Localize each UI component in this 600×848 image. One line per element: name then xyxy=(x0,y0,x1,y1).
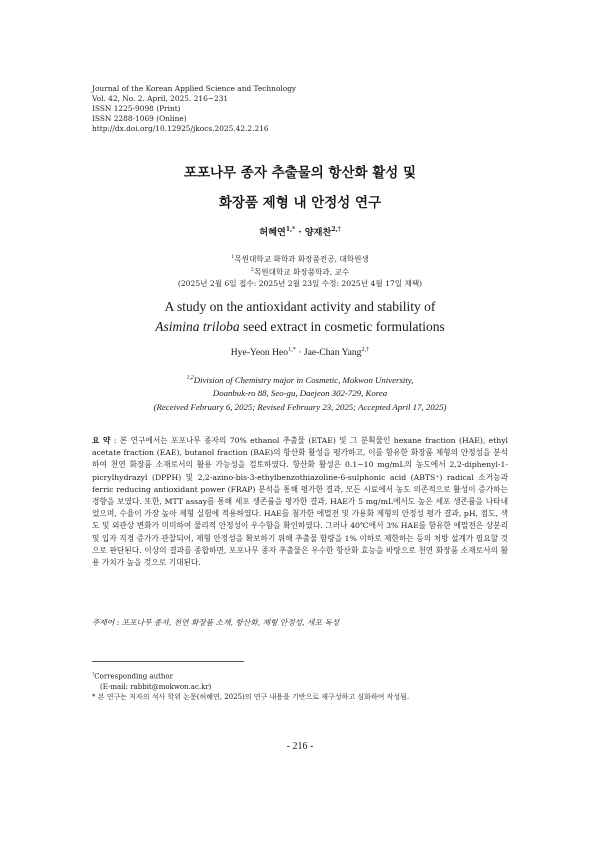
english-affiliations xyxy=(0,372,600,414)
corresponding-email[interactable]: (E-mail: rabbit@mokwon.ac.kr) xyxy=(100,682,212,691)
korean-author1-mark: 1,* xyxy=(285,225,296,233)
doi-link[interactable]: http://dx.doi.org/10.12925/jkocs.2025.42.2.216 xyxy=(92,124,269,133)
korean-affil2-mark: 2 xyxy=(250,267,254,274)
korean-title-line2: 화장품 제형 내 안정성 연구 xyxy=(218,195,382,211)
korean-title-line1: 포포나무 종자 추출물의 항산화 활성 및 xyxy=(183,165,417,181)
page-number: - 216 - xyxy=(286,741,314,752)
keywords: 주제어 : 포포나무 종자, 천연 화장품 소재, 항산화, 제형 안정성, 세포 독성 xyxy=(92,618,340,627)
korean-affiliation-2 xyxy=(0,265,600,278)
abstract xyxy=(92,435,508,569)
footnotes xyxy=(92,670,512,703)
english-title-line2 xyxy=(0,317,600,337)
english-affil-line1-text: Division of Chemistry major in Cosmetic, Mokwon University, xyxy=(193,374,414,385)
corresponding-text: Corresponding author xyxy=(94,672,173,681)
english-author-separator: · xyxy=(295,347,304,359)
journal-name: Journal of the Korean Applied Science and Technology xyxy=(92,84,297,93)
korean-dates: (2025년 2월 6일 접수: 2025년 2월 23일 수정: 2025년 4월 17일 채택) xyxy=(177,279,423,289)
footnote-divider xyxy=(92,661,244,662)
english-authors xyxy=(0,346,600,358)
species-name: Asimina triloba xyxy=(155,319,240,334)
corresponding-mark: † xyxy=(92,672,95,677)
author-separator: · xyxy=(295,227,305,238)
thesis-note-mark: * xyxy=(92,693,96,702)
english-title-line1: A study on the antioxidant activity and stability of xyxy=(164,299,436,314)
korean-affiliations xyxy=(0,252,600,290)
abstract-label: 요 약 xyxy=(92,436,111,445)
thesis-note xyxy=(92,692,512,702)
english-affil-line2: Doanbuk-ro 88, Seo-gu, Daejeon 302-729, Korea xyxy=(212,388,388,399)
issn-online: ISSN 2288-1069 (Online) xyxy=(92,114,187,123)
korean-title xyxy=(0,158,600,218)
journal-header xyxy=(92,84,296,134)
english-author1: Hye-Yeon Heo xyxy=(230,347,289,359)
korean-author1: 허혜연 xyxy=(259,227,286,238)
english-title xyxy=(0,297,600,337)
korean-affil2-text: 목원대학교 화장품학과, 교수 xyxy=(253,267,350,277)
korean-author2: 양재찬 xyxy=(304,227,332,238)
english-author1-mark: 1,* xyxy=(288,346,296,353)
english-affil-line1 xyxy=(0,372,600,387)
english-affil-mark: 1,2 xyxy=(186,375,194,381)
journal-volume: Vol. 42, No. 2. April, 2025. 216~231 xyxy=(92,94,229,103)
korean-affiliation-1 xyxy=(0,252,600,265)
issn-print: ISSN 1225-9098 (Print) xyxy=(92,104,181,113)
abstract-body: : 본 연구에서는 포포나무 종자의 70% ethanol 추출물 (ETAE) 및 그 분획물인 hexane fraction (HAE), ethyl acetate fraction (EAE), butanol fraction (BAE)의 항산화 활성을 평가하고, 이를 함유한 화장품 제형의 안정성을 분석하여 천연 화장품 소재로서의 활용 가능성을 검토하였다. 항산화 활성은 0.1∼10 mg/mL의 농도에서 2,2-diphenyl-1-picrylhydrazyl (DPPH) 및 2,2-azino-bis-3-ethylbenzothiazoline-6-sulphonic acid (ABTS⁺) radical 소거능과 ferric reducing antioxidant power (FRAP) 분석을 통해 평가한 결과, 모든 시료에서 농도 의존적으로 활성이 증가하는 경향을 보였다. 또한, MTT assay를 통해 세포 생존률을 평가한 결과, HAE가 5 mg/mL에서도 높은 세포 생존률을 나타내었으며, 수율이 가장 높아 제형 실험에 적용하였다. HAE를 첨가한 에멀젼 및 가용화 제형의 안정성 평가 결과, pH, 점도, 색도 및 외관상 변화가 미미하여 물리적 안정성이 우수함을 확인하였다. 그러나 40℃에서 3% HAE를 함유한 에멀젼은 상분리 및 입자 직경 증가가 관찰되어, 제형 안정성을 확보하기 위해 추출물 함량을 1% 이하로 제한하는 등의 처방 설계가 필요할 것으로 판단된다. 이상의 결과를 종합하면, 포포나무 종자 추출물은 우수한 항산화 효능을 바탕으로 천연 화장품 소재로서의 활용 가치가 높을 것으로 기대된다. xyxy=(92,436,509,568)
korean-authors xyxy=(0,224,600,238)
korean-affil1-mark: 1 xyxy=(231,254,235,260)
thesis-note-text: 본 연구는 저자의 석사 학위 논문(허혜연, 2025)의 연구 내용을 기반으로 재구성하고 심화하여 작성됨. xyxy=(95,693,410,702)
english-author2-mark: 2,† xyxy=(361,346,370,353)
english-dates: (Received February 6, 2025; Revised February 23, 2025; Accepted April 17, 2025) xyxy=(153,401,447,412)
corresponding-author xyxy=(92,670,512,682)
korean-affil1-text: 목원대학교 화학과 화장품전공, 대학원생 xyxy=(234,254,369,264)
english-author2: Jae-Chan Yang xyxy=(303,347,362,359)
english-title-line2-rest: seed extract in cosmetic formulations xyxy=(239,319,445,334)
korean-author2-mark: 2,† xyxy=(331,225,341,233)
